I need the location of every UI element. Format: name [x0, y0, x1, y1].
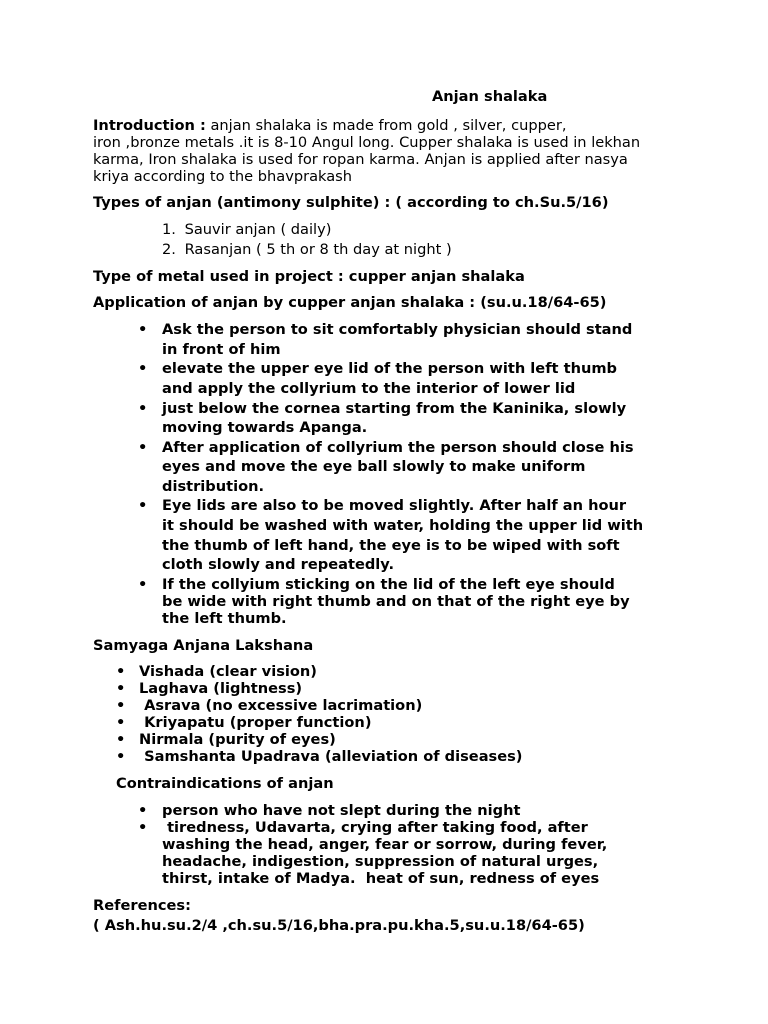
- application-heading: Application of anjan by cupper anjan shalaka : (su.u.18/64-65): [93, 294, 607, 311]
- bullet-icon: •: [138, 360, 148, 377]
- types-item-number: 2.: [162, 241, 176, 258]
- bullet-icon: •: [138, 576, 148, 593]
- samyaga-item-1: Vishada (clear vision): [139, 663, 317, 680]
- intro-text-1: anjan shalaka is made from gold , silver, cupper,: [210, 117, 567, 134]
- bullet-icon: •: [138, 819, 148, 836]
- application-item-5-line-4: cloth slowly and repeatedly.: [162, 556, 395, 573]
- types-item-1: [162, 221, 331, 238]
- references-text: ( Ash.hu.su.2/4 ,ch.su.5/16,bha.pra.pu.kha.5,su.u.18/64-65): [93, 917, 585, 934]
- bullet-icon: •: [138, 321, 148, 338]
- application-item-5-line-3: the thumb of left hand, the eye is to be wiped with soft: [162, 537, 620, 554]
- application-item-6-line-1: If the collyium sticking on the lid of the left eye should: [162, 576, 615, 593]
- samyaga-item-3: Asrava (no excessive lacrimation): [139, 697, 423, 714]
- application-item-5-line-1: Eye lids are also to be moved slightly. After half an hour: [162, 497, 627, 514]
- bullet-icon: •: [116, 680, 126, 697]
- application-item-3-line-1: just below the cornea starting from the Kaninika, slowly: [162, 400, 627, 417]
- application-item-4-line-3: distribution.: [162, 478, 265, 495]
- application-item-6-line-2: be wide with right thumb and on that of the right eye by: [162, 593, 630, 610]
- application-item-1-line-1: Ask the person to sit comfortably physician should stand: [162, 321, 633, 338]
- types-item-number: 1.: [162, 221, 176, 238]
- contra-heading: Contraindications of anjan: [116, 775, 334, 792]
- bullet-icon: •: [116, 697, 126, 714]
- samyaga-item-5: Nirmala (purity of eyes): [139, 731, 336, 748]
- intro-label: Introduction :: [93, 117, 206, 134]
- bullet-icon: •: [138, 400, 148, 417]
- application-item-2-line-1: elevate the upper eye lid of the person with left thumb: [162, 360, 618, 377]
- samyaga-item-2: Laghava (lightness): [139, 680, 303, 697]
- application-item-5-line-2: it should be washed with water, holding the upper lid with: [162, 517, 644, 534]
- application-item-4-line-2: eyes and move the eye ball slowly to make uniform: [162, 458, 586, 475]
- intro-line-4: kriya according to the bhavprakash: [93, 168, 353, 185]
- types-item-2: [162, 241, 452, 258]
- contra-item-1: person who have not slept during the night: [162, 802, 521, 819]
- application-item-6-line-3: the left thumb.: [162, 610, 287, 627]
- references-label: References:: [93, 897, 191, 914]
- application-item-3-line-2: moving towards Apanga.: [162, 419, 368, 436]
- intro-line-3: karma, Iron shalaka is used for ropan karma. Anjan is applied after nasya: [93, 151, 628, 168]
- contra-item-2-line-2: washing the head, anger, fear or sorrow, during fever,: [162, 836, 608, 853]
- intro-line-2: iron ,bronze metals .it is 8-10 Angul long. Cupper shalaka is used in lekhan: [93, 134, 641, 151]
- types-heading: Types of anjan (antimony sulphite) : ( according to ch.Su.5/16): [93, 194, 609, 211]
- application-item-2-line-2: and apply the collyrium to the interior of lower lid: [162, 380, 576, 397]
- bullet-icon: •: [138, 802, 148, 819]
- bullet-icon: •: [116, 663, 126, 680]
- contra-item-2-line-1: tiredness, Udavarta, crying after taking food, after: [162, 819, 588, 836]
- types-item-text: Rasanjan ( 5 th or 8 th day at night ): [184, 241, 452, 258]
- contra-item-2-line-4: thirst, intake of Madya. heat of sun, redness of eyes: [162, 870, 600, 887]
- intro-line-1: [93, 117, 567, 134]
- bullet-icon: •: [138, 497, 148, 514]
- bullet-icon: •: [116, 748, 126, 765]
- samyaga-item-4: Kriyapatu (proper function): [139, 714, 372, 731]
- samyaga-heading: Samyaga Anjana Lakshana: [93, 637, 314, 654]
- samyaga-item-6: Samshanta Upadrava (alleviation of diseases): [139, 748, 523, 765]
- metal-heading: Type of metal used in project : cupper anjan shalaka: [93, 268, 525, 285]
- types-item-text: Sauvir anjan ( daily): [184, 221, 332, 238]
- bullet-icon: •: [116, 714, 126, 731]
- bullet-icon: •: [116, 731, 126, 748]
- document-title: Anjan shalaka: [432, 88, 548, 105]
- contra-item-2-line-3: headache, indigestion, suppression of natural urges,: [162, 853, 599, 870]
- bullet-icon: •: [138, 439, 148, 456]
- application-item-4-line-1: After application of collyrium the person should close his: [162, 439, 634, 456]
- application-item-1-line-2: in front of him: [162, 341, 281, 358]
